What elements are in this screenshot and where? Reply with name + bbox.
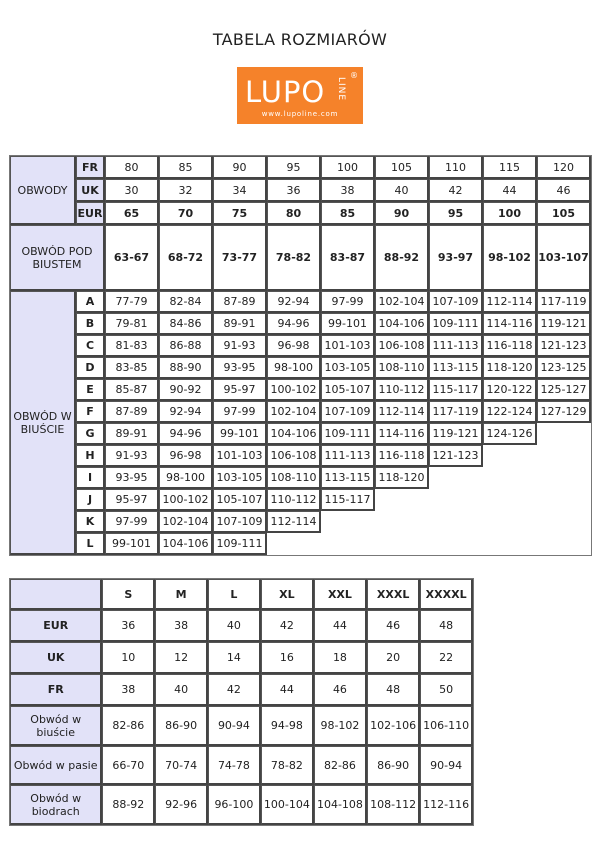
system-label: FR	[76, 156, 105, 179]
underbust-row	[10, 225, 591, 291]
table-cell: 84-86	[159, 313, 213, 335]
measure-row	[10, 746, 473, 785]
table-cell: 97-99	[213, 401, 267, 423]
table-cell: 90	[213, 156, 267, 179]
table-cell: 109-111	[213, 533, 267, 555]
table-cell: 44	[261, 674, 314, 706]
table-cell: 78-82	[261, 746, 314, 785]
table-cell: 117-119	[537, 291, 591, 313]
cup-row-j	[10, 489, 591, 511]
cup-label: K	[76, 511, 105, 533]
table-cell: 99-101	[213, 423, 267, 445]
table-cell: 30	[105, 179, 159, 202]
table-cell: 38	[102, 674, 155, 706]
table-cell: 100	[483, 202, 537, 225]
table-cell: 96-98	[159, 445, 213, 467]
table-cell: 88-92	[375, 225, 429, 291]
table-cell: 112-114	[267, 511, 321, 533]
table-cell: 105-107	[321, 379, 375, 401]
table-cell: 110-112	[267, 489, 321, 511]
table-cell: 102-106	[367, 706, 420, 746]
cup-label: A	[76, 291, 105, 313]
table-cell: 90-94	[208, 706, 261, 746]
table-cell: 66-70	[102, 746, 155, 785]
table-cell: 38	[321, 179, 375, 202]
row-label: Obwód w pasie	[10, 746, 102, 785]
table-cell: 82-86	[314, 746, 367, 785]
table-cell: 83-85	[105, 357, 159, 379]
table-cell: 111-113	[321, 445, 375, 467]
size-header: XL	[261, 579, 314, 610]
cup-label: L	[76, 533, 105, 555]
table-cell: 127-129	[537, 401, 591, 423]
table-cell: 38	[155, 610, 208, 642]
table-cell: 114-116	[375, 423, 429, 445]
measure-row	[10, 642, 473, 674]
table-cell: 40	[208, 610, 261, 642]
table-cell: 97-99	[321, 291, 375, 313]
table-cell: 104-106	[375, 313, 429, 335]
table-cell: 115-117	[429, 379, 483, 401]
table-cell: 117-119	[429, 401, 483, 423]
table-cell: 65	[105, 202, 159, 225]
table-cell: 119-121	[537, 313, 591, 335]
table-cell: 36	[102, 610, 155, 642]
table-cell: 98-102	[314, 706, 367, 746]
table-cell: 103-105	[213, 467, 267, 489]
table-cell: 112-116	[420, 785, 473, 825]
page-title: TABELA ROZMIARÓW	[212, 30, 388, 49]
table-cell: 98-100	[159, 467, 213, 489]
table-cell: 93-97	[429, 225, 483, 291]
table-cell: 122-124	[483, 401, 537, 423]
table-cell: 94-98	[261, 706, 314, 746]
cup-row-a	[10, 291, 591, 313]
table-cell: 92-96	[155, 785, 208, 825]
table-cell: 86-90	[367, 746, 420, 785]
table-cell: 90	[375, 202, 429, 225]
table-cell: 86-88	[159, 335, 213, 357]
table-cell: 18	[314, 642, 367, 674]
table-cell: 93-95	[213, 357, 267, 379]
table-cell: 46	[537, 179, 591, 202]
table-cell: 104-108	[314, 785, 367, 825]
table-cell: 68-72	[159, 225, 213, 291]
table-cell: 100-102	[267, 379, 321, 401]
measure-row	[10, 785, 473, 825]
cup-row-i	[10, 467, 591, 489]
table-cell: 88-92	[102, 785, 155, 825]
table-cell: 112-114	[483, 291, 537, 313]
table-cell: 40	[155, 674, 208, 706]
table-cell: 48	[367, 674, 420, 706]
table-cell: 118-120	[375, 467, 429, 489]
cup-row-k	[10, 511, 591, 533]
table-cell: 100	[321, 156, 375, 179]
table-cell: 105	[375, 156, 429, 179]
table-cell: 12	[155, 642, 208, 674]
table-cell: 107-109	[321, 401, 375, 423]
table-cell: 16	[261, 642, 314, 674]
table-cell: 79-81	[105, 313, 159, 335]
logo-registered-mark: ®	[350, 71, 358, 80]
table-cell: 101-103	[213, 445, 267, 467]
table-cell: 113-115	[429, 357, 483, 379]
corner-cell	[10, 579, 102, 610]
table-cell: 106-108	[267, 445, 321, 467]
table-cell: 42	[429, 179, 483, 202]
row-label: FR	[10, 674, 102, 706]
table-cell: 44	[483, 179, 537, 202]
table-cell: 22	[420, 642, 473, 674]
table-cell: 123-125	[537, 357, 591, 379]
table-cell: 95-97	[105, 489, 159, 511]
table-cell: 89-91	[213, 313, 267, 335]
cup-row-g	[10, 423, 591, 445]
table-cell: 108-110	[375, 357, 429, 379]
table-cell: 32	[159, 179, 213, 202]
table-cell: 98-100	[267, 357, 321, 379]
table-cell: 104-106	[267, 423, 321, 445]
table-cell: 70	[159, 202, 213, 225]
cup-label: G	[76, 423, 105, 445]
table-cell: 90-94	[420, 746, 473, 785]
system-label: EUR	[76, 202, 105, 225]
empty-area	[375, 489, 591, 511]
table-cell: 118-120	[483, 357, 537, 379]
table-cell: 87-89	[213, 291, 267, 313]
row-label: Obwód w biuście	[10, 706, 102, 746]
table-cell: 34	[213, 179, 267, 202]
size-header: M	[155, 579, 208, 610]
table-cell: 77-79	[105, 291, 159, 313]
cup-row-h	[10, 445, 591, 467]
table-cell: 121-123	[429, 445, 483, 467]
table-cell: 121-123	[537, 335, 591, 357]
table-cell: 102-104	[375, 291, 429, 313]
cup-label: I	[76, 467, 105, 489]
cup-label: J	[76, 489, 105, 511]
table-cell: 96-98	[267, 335, 321, 357]
cup-row-b	[10, 313, 591, 335]
table-cell: 63-67	[105, 225, 159, 291]
table-cell: 97-99	[105, 511, 159, 533]
cup-label: F	[76, 401, 105, 423]
table-cell: 74-78	[208, 746, 261, 785]
table-cell: 102-104	[267, 401, 321, 423]
table-cell: 107-109	[429, 291, 483, 313]
table-cell: 91-93	[213, 335, 267, 357]
table-cell: 42	[208, 674, 261, 706]
size-header: XXL	[314, 579, 367, 610]
table-cell: 42	[261, 610, 314, 642]
table-cell: 93-95	[105, 467, 159, 489]
table-cell: 105-107	[213, 489, 267, 511]
table-cell: 82-84	[159, 291, 213, 313]
empty-area	[321, 511, 591, 533]
table-cell: 99-101	[105, 533, 159, 555]
table-cell: 82-86	[102, 706, 155, 746]
table-cell: 48	[420, 610, 473, 642]
system-label: UK	[76, 179, 105, 202]
table-cell: 120-122	[483, 379, 537, 401]
table-cell: 14	[208, 642, 261, 674]
table-cell: 89-91	[105, 423, 159, 445]
size-row-eur	[10, 202, 591, 225]
table-cell: 100-102	[159, 489, 213, 511]
table-cell: 124-126	[483, 423, 537, 445]
table-cell: 10	[102, 642, 155, 674]
cup-label: C	[76, 335, 105, 357]
table-cell: 120	[537, 156, 591, 179]
row-label: EUR	[10, 610, 102, 642]
table-cell: 20	[367, 642, 420, 674]
table-cell: 85	[159, 156, 213, 179]
cup-label: B	[76, 313, 105, 335]
table-cell: 70-74	[155, 746, 208, 785]
cup-row-l	[10, 533, 591, 555]
table-cell: 96-100	[208, 785, 261, 825]
table-cell: 110	[429, 156, 483, 179]
table-cell: 44	[314, 610, 367, 642]
table-cell: 98-102	[483, 225, 537, 291]
empty-area	[537, 423, 591, 445]
table-cell: 73-77	[213, 225, 267, 291]
measure-row	[10, 674, 473, 706]
cup-label: E	[76, 379, 105, 401]
table-cell: 94-96	[267, 313, 321, 335]
size-header-row	[10, 579, 473, 610]
measure-row	[10, 706, 473, 746]
table-cell: 87-89	[105, 401, 159, 423]
table-cell: 92-94	[159, 401, 213, 423]
table-cell: 88-90	[159, 357, 213, 379]
size-header: XXXXL	[420, 579, 473, 610]
table-cell: 106-108	[375, 335, 429, 357]
table-cell: 103-107	[537, 225, 591, 291]
clothing-size-table	[9, 578, 474, 826]
logo-word: LUPO	[245, 75, 326, 109]
size-header: S	[102, 579, 155, 610]
table-cell: 80	[267, 202, 321, 225]
table-cell: 103-105	[321, 357, 375, 379]
size-row-uk	[10, 179, 591, 202]
table-cell: 85	[321, 202, 375, 225]
empty-area	[267, 533, 591, 555]
table-cell: 40	[375, 179, 429, 202]
table-cell: 81-83	[105, 335, 159, 357]
cup-label: H	[76, 445, 105, 467]
size-header: XXXL	[367, 579, 420, 610]
empty-area	[429, 467, 591, 489]
table-cell: 75	[213, 202, 267, 225]
table-cell: 92-94	[267, 291, 321, 313]
table-cell: 83-87	[321, 225, 375, 291]
cup-row-f	[10, 401, 591, 423]
cup-label: D	[76, 357, 105, 379]
underbust-label: OBWÓD POD BIUSTEM	[10, 225, 105, 291]
table-cell: 109-111	[321, 423, 375, 445]
table-cell: 101-103	[321, 335, 375, 357]
table-cell: 111-113	[429, 335, 483, 357]
row-label: UK	[10, 642, 102, 674]
table-cell: 95-97	[213, 379, 267, 401]
logo-line-text: LINE	[336, 77, 346, 102]
table-cell: 116-118	[483, 335, 537, 357]
table-cell: 90-92	[159, 379, 213, 401]
table-cell: 108-110	[267, 467, 321, 489]
table-cell: 114-116	[483, 313, 537, 335]
table-cell: 115	[483, 156, 537, 179]
table-cell: 46	[314, 674, 367, 706]
bra-size-table	[9, 155, 592, 556]
table-cell: 104-106	[159, 533, 213, 555]
row-label: Obwód w biodrach	[10, 785, 102, 825]
table-cell: 86-90	[155, 706, 208, 746]
table-cell: 85-87	[105, 379, 159, 401]
table-cell: 99-101	[321, 313, 375, 335]
cup-row-c	[10, 335, 591, 357]
table-cell: 107-109	[213, 511, 267, 533]
table-cell: 36	[267, 179, 321, 202]
empty-area	[483, 445, 591, 467]
obwody-label: OBWODY	[10, 156, 76, 225]
table-cell: 108-112	[367, 785, 420, 825]
table-cell: 115-117	[321, 489, 375, 511]
table-cell: 102-104	[159, 511, 213, 533]
table-cell: 95	[429, 202, 483, 225]
table-cell: 50	[420, 674, 473, 706]
table-cell: 106-110	[420, 706, 473, 746]
table-cell: 91-93	[105, 445, 159, 467]
size-row-fr	[10, 156, 591, 179]
table-cell: 94-96	[159, 423, 213, 445]
lupo-line-logo	[237, 67, 363, 124]
table-cell: 110-112	[375, 379, 429, 401]
bust-label: OBWÓD W BIUŚCIE	[10, 291, 76, 555]
table-cell: 78-82	[267, 225, 321, 291]
table-cell: 112-114	[375, 401, 429, 423]
table-cell: 113-115	[321, 467, 375, 489]
measure-row	[10, 610, 473, 642]
cup-row-d	[10, 357, 591, 379]
table-cell: 116-118	[375, 445, 429, 467]
cup-row-e	[10, 379, 591, 401]
table-cell: 46	[367, 610, 420, 642]
table-cell: 109-111	[429, 313, 483, 335]
table-cell: 125-127	[537, 379, 591, 401]
table-cell: 105	[537, 202, 591, 225]
table-cell: 119-121	[429, 423, 483, 445]
table-cell: 95	[267, 156, 321, 179]
size-header: L	[208, 579, 261, 610]
table-cell: 80	[105, 156, 159, 179]
table-cell: 100-104	[261, 785, 314, 825]
logo-url: www.lupoline.com	[261, 110, 339, 118]
